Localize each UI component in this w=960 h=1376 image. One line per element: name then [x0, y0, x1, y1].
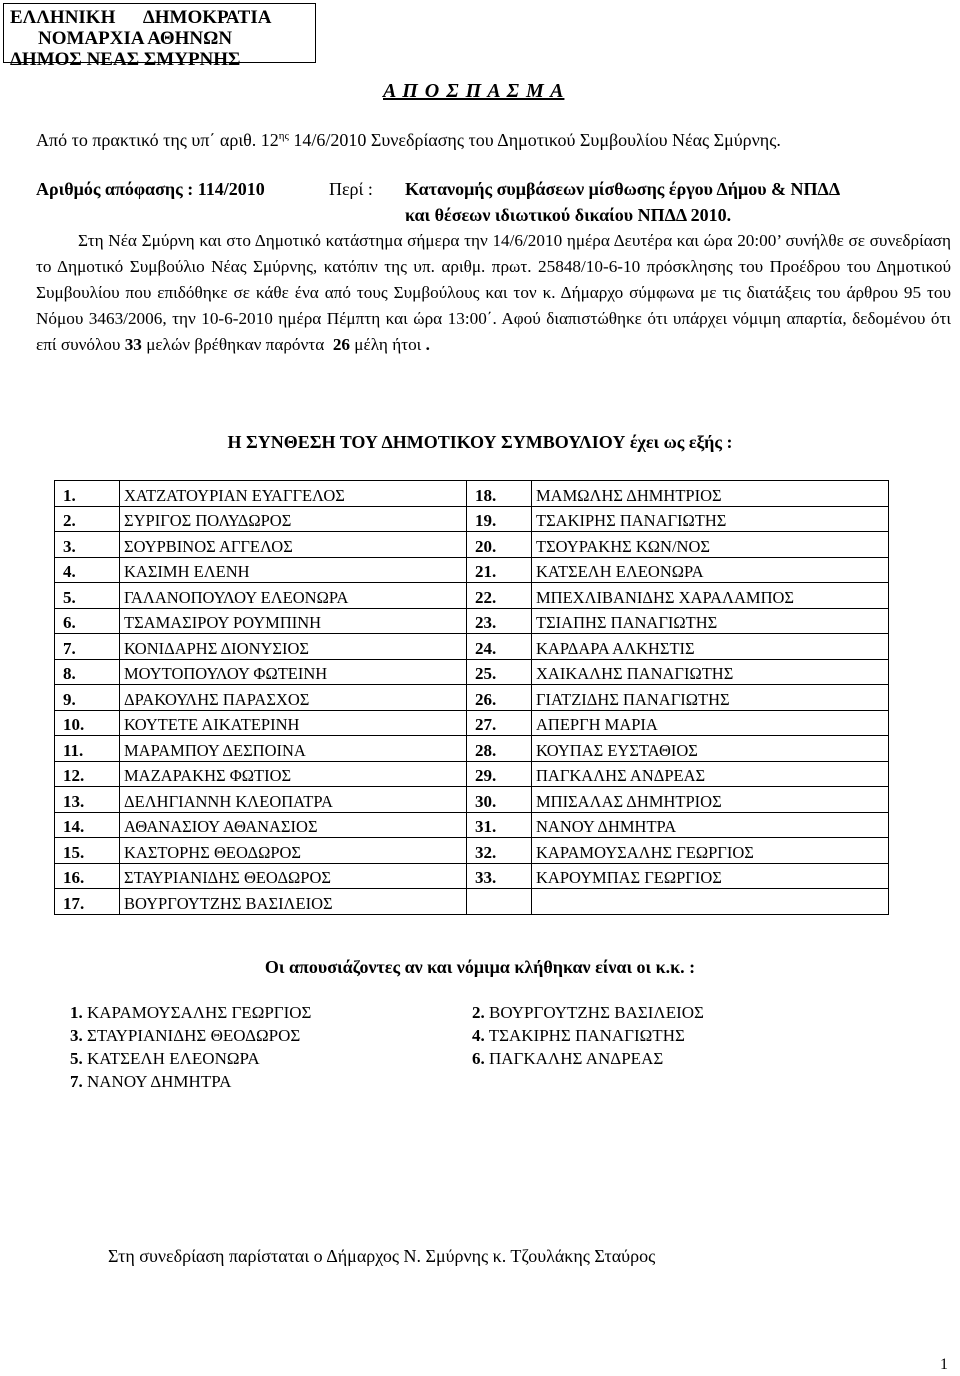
absent-item	[472, 1049, 663, 1069]
table-row	[55, 761, 889, 787]
member-number: 4.	[55, 557, 120, 583]
member-name: ΑΘΑΝΑΣΙΟΥ ΑΘΑΝΑΣΙΟΣ	[120, 812, 467, 838]
table-row	[55, 736, 889, 762]
member-number: 25.	[467, 659, 532, 685]
member-number: 20.	[467, 532, 532, 558]
header-box	[3, 3, 316, 70]
table-row	[55, 710, 889, 736]
present-members: 26	[332, 335, 350, 354]
member-name: ΚΑΤΣΕΛΗ ΕΛΕΟΝΩΡΑ	[532, 557, 889, 583]
member-name: ΤΣΟΥΡΑΚΗΣ ΚΩΝ/ΝΟΣ	[532, 532, 889, 558]
member-name: ΔΕΛΗΓΙΑΝΝΗ ΚΛΕΟΠΑΤΡΑ	[120, 787, 467, 813]
member-number: 32.	[467, 838, 532, 864]
member-name: ΜΠΙΣΑΛΑΣ ΔΗΜΗΤΡΙΟΣ	[532, 787, 889, 813]
member-name: ΠΑΓΚΑΛΗΣ ΑΝΔΡΕΑΣ	[532, 761, 889, 787]
table-row	[55, 481, 889, 507]
member-name: ΒΟΥΡΓΟΥΤΖΗΣ ΒΑΣΙΛΕΙΟΣ	[120, 889, 467, 915]
table-row	[55, 608, 889, 634]
member-number: 27.	[467, 710, 532, 736]
member-name: ΤΣΑΚΙΡΗΣ ΠΑΝΑΓΙΩΤΗΣ	[532, 506, 889, 532]
member-name: ΓΑΛΑΝΟΠΟΥΛΟΥ ΕΛΕΟΝΩΡΑ	[120, 583, 467, 609]
absent-name: ΠΑΓΚΑΛΗΣ ΑΝΔΡΕΑΣ	[489, 1049, 664, 1068]
absent-name: ΚΑΡΑΜΟΥΣΑΛΗΣ ΓΕΩΡΓΙΟΣ	[87, 1003, 312, 1022]
absent-item	[70, 1026, 300, 1046]
member-name: ΚΟΥΠΑΣ ΕΥΣΤΑΘΙΟΣ	[532, 736, 889, 762]
member-number: 26.	[467, 685, 532, 711]
member-number: 13.	[55, 787, 120, 813]
member-number: 24.	[467, 634, 532, 660]
member-name: ΜΠΕΧΛΙΒΑΝΙΔΗΣ ΧΑΡΑΛΑΜΠΟΣ	[532, 583, 889, 609]
table-row	[55, 557, 889, 583]
minutes-prefix: Από το πρακτικό της υπ΄ αριθ. 12	[36, 130, 279, 150]
member-name: ΚΑΡΟΥΜΠΑΣ ΓΕΩΡΓΙΟΣ	[532, 863, 889, 889]
minutes-suffix: 14/6/2010 Συνεδρίασης του Δημοτικού Συμβουλίου Νέας Σμύρνης.	[288, 130, 781, 150]
member-name: ΚΟΝΙΔΑΡΗΣ ΔΙΟΝΥΣΙΟΣ	[120, 634, 467, 660]
intro-paragraph	[36, 228, 951, 358]
member-number: 28.	[467, 736, 532, 762]
member-name: ΜΟΥΤΟΠΟΥΛΟΥ ΦΩΤΕΙΝΗ	[120, 659, 467, 685]
member-name: ΤΣΙΑΠΗΣ ΠΑΝΑΓΙΩΤΗΣ	[532, 608, 889, 634]
absent-num: 4.	[472, 1026, 485, 1045]
member-number: 14.	[55, 812, 120, 838]
member-name: ΜΑΡΑΜΠΟΥ ΔΕΣΠΟΙΝΑ	[120, 736, 467, 762]
absent-name: ΣΤΑΥΡΙΑΝΙΔΗΣ ΘΕΟΔΩΡΟΣ	[87, 1026, 301, 1045]
member-number: 12.	[55, 761, 120, 787]
member-number: 3.	[55, 532, 120, 558]
absent-name: ΚΑΤΣΕΛΗ ΕΛΕΟΝΩΡΑ	[87, 1049, 260, 1068]
member-name: ΤΣΑΜΑΣΙΡΟΥ ΡΟΥΜΠΙΝΗ	[120, 608, 467, 634]
table-row	[55, 838, 889, 864]
absent-item	[70, 1072, 231, 1092]
document-title: Α Π Ο Σ Π Α Σ Μ Α	[383, 80, 565, 102]
minutes-reference	[36, 130, 781, 151]
member-number: 33.	[467, 863, 532, 889]
member-name	[532, 889, 889, 915]
member-number: 29.	[467, 761, 532, 787]
member-number: 6.	[55, 608, 120, 634]
member-number	[467, 889, 532, 915]
absent-num: 6.	[472, 1049, 485, 1068]
member-name: ΚΑΡΔΑΡΑ ΑΛΚΗΣΤΙΣ	[532, 634, 889, 660]
member-name: ΣΟΥΡΒΙΝΟΣ ΑΓΓΕΛΟΣ	[120, 532, 467, 558]
absent-item	[70, 1003, 311, 1023]
member-name: ΧΑΤΖΑΤΟΥΡΙΑΝ ΕΥΑΓΓΕΛΟΣ	[120, 481, 467, 507]
paragraph-dot: .	[425, 335, 430, 354]
member-number: 10.	[55, 710, 120, 736]
member-name: ΝΑΝΟΥ ΔΗΜΗΤΡΑ	[532, 812, 889, 838]
table-row	[55, 506, 889, 532]
absent-num: 2.	[472, 1003, 485, 1022]
table-row	[55, 532, 889, 558]
member-number: 17.	[55, 889, 120, 915]
page-number: 1	[940, 1356, 948, 1373]
member-number: 1.	[55, 481, 120, 507]
table-row	[55, 889, 889, 915]
absent-name: ΝΑΝΟΥ ΔΗΜΗΤΡΑ	[87, 1072, 232, 1091]
table-row	[55, 685, 889, 711]
absent-item	[472, 1003, 704, 1023]
member-number: 9.	[55, 685, 120, 711]
decision-number: Αριθμός απόφασης : 114/2010	[36, 179, 265, 199]
table-row	[55, 659, 889, 685]
member-number: 21.	[467, 557, 532, 583]
member-number: 30.	[467, 787, 532, 813]
paragraph-body: Στη Νέα Σμύρνη και στο Δημοτικό κατάστημα σήμερα την 14/6/2010 ημέρα Δευτέρα και ώρα 20:00’ συνήλθε σε συνεδρίαση το Δημοτικό Συμβούλιο Νέας Σμύρνης, κατόπιν της υπ. αριθμ. πρωτ. 25848/10-6-10 πρόσκλησης του Προέδρου του Δημοτικού Συμβουλίου που επιδόθηκε σε κάθε ένα από τους Συμβούλους και τον κ. Δήμαρχο σύμφωνα με τις διατάξεις του άρθρου 95 του Νόμου 3463/2006, την 10-6-2010 ημέρα Πέμπτη και ώρα 13:00΄. Αφού διαπιστώθηκε ότι υπάρχει νόμιμη απαρτία, δεδομένου ότι επί συνόλου	[36, 231, 951, 354]
member-name: ΚΟΥΤΕΤΕ ΑΙΚΑΤΕΡΙΝΗ	[120, 710, 467, 736]
absent-name: ΤΣΑΚΙΡΗΣ ΠΑΝΑΓΙΩΤΗΣ	[488, 1026, 685, 1045]
absent-name: ΒΟΥΡΓΟΥΤΖΗΣ ΒΑΣΙΛΕΙΟΣ	[489, 1003, 704, 1022]
member-name: ΧΑΙΚΑΛΗΣ ΠΑΝΑΓΙΩΤΗΣ	[532, 659, 889, 685]
member-number: 2.	[55, 506, 120, 532]
table-row	[55, 787, 889, 813]
absent-item	[70, 1049, 260, 1069]
member-number: 11.	[55, 736, 120, 762]
member-number: 18.	[467, 481, 532, 507]
table-row	[55, 812, 889, 838]
member-number: 15.	[55, 838, 120, 864]
absent-num: 3.	[70, 1026, 83, 1045]
member-name: ΜΑΜΩΛΗΣ ΔΗΜΗΤΡΙΟΣ	[532, 481, 889, 507]
member-number: 16.	[55, 863, 120, 889]
total-members: 33	[124, 335, 142, 354]
subject-line-2: και θέσεων ιδιωτικού δικαίου ΝΠΔΔ 2010.	[405, 205, 732, 225]
paragraph-mid: μελών βρέθηκαν παρόντα	[146, 335, 325, 354]
member-number: 31.	[467, 812, 532, 838]
composition-heading: Η ΣΥΝΘΕΣΗ ΤΟΥ ΔΗΜΟΤΙΚΟΥ ΣΥΜΒΟΥΛΙΟΥ έχει ως εξής :	[227, 432, 733, 452]
absent-heading: Οι απουσιάζοντες αν και νόμιμα κλήθηκαν είναι οι κ.κ. :	[264, 957, 696, 977]
absent-num: 1.	[70, 1003, 83, 1022]
member-number: 8.	[55, 659, 120, 685]
absent-num: 7.	[70, 1072, 83, 1091]
subject-label: Περί :	[329, 179, 373, 199]
member-number: 23.	[467, 608, 532, 634]
member-name: ΜΑΖΑΡΑΚΗΣ ΦΩΤΙΟΣ	[120, 761, 467, 787]
member-name: ΚΑΡΑΜΟΥΣΑΛΗΣ ΓΕΩΡΓΙΟΣ	[532, 838, 889, 864]
subject-line-1: Κατανομής συμβάσεων μίσθωσης έργου Δήμου & ΝΠΔΔ	[405, 179, 841, 199]
member-number: 5.	[55, 583, 120, 609]
header-line-municipality: ΔΗΜΟΣ ΝΕΑΣ ΣΜΥΡΝΗΣ	[10, 49, 241, 70]
member-name: ΔΡΑΚΟΥΛΗΣ ΠΑΡΑΣΧΟΣ	[120, 685, 467, 711]
member-number: 22.	[467, 583, 532, 609]
header-line-prefecture: ΝΟΜΑΡΧΙΑ ΑΘΗΝΩΝ	[38, 28, 233, 49]
member-name: ΓΙΑΤΖΙΔΗΣ ΠΑΝΑΓΙΩΤΗΣ	[532, 685, 889, 711]
member-name: ΑΠΕΡΓΗ ΜΑΡΙΑ	[532, 710, 889, 736]
mayor-present-note: Στη συνεδρίαση παρίσταται ο Δήμαρχος Ν. Σμύρνης κ. Τζουλάκης Σταύρος	[108, 1246, 656, 1266]
header-line-country: ΕΛΛΗΝΙΚΗ ΔΗΜΟΚΡΑΤΙΑ	[10, 7, 272, 28]
absent-num: 5.	[70, 1049, 83, 1068]
member-name: ΣΤΑΥΡΙΑΝΙΔΗΣ ΘΕΟΔΩΡΟΣ	[120, 863, 467, 889]
minutes-sup: ης	[278, 130, 289, 142]
member-name: ΚΑΣΙΜΗ ΕΛΕΝΗ	[120, 557, 467, 583]
member-number: 19.	[467, 506, 532, 532]
member-name: ΚΑΣΤΟΡΗΣ ΘΕΟΔΩΡΟΣ	[120, 838, 467, 864]
council-table	[54, 480, 889, 915]
absent-item	[472, 1026, 685, 1046]
paragraph-end: μέλη ήτοι	[354, 335, 422, 354]
member-number: 7.	[55, 634, 120, 660]
table-row	[55, 863, 889, 889]
table-row	[55, 583, 889, 609]
member-name: ΣΥΡΙΓΟΣ ΠΟΛΥΔΩΡΟΣ	[120, 506, 467, 532]
table-row	[55, 634, 889, 660]
